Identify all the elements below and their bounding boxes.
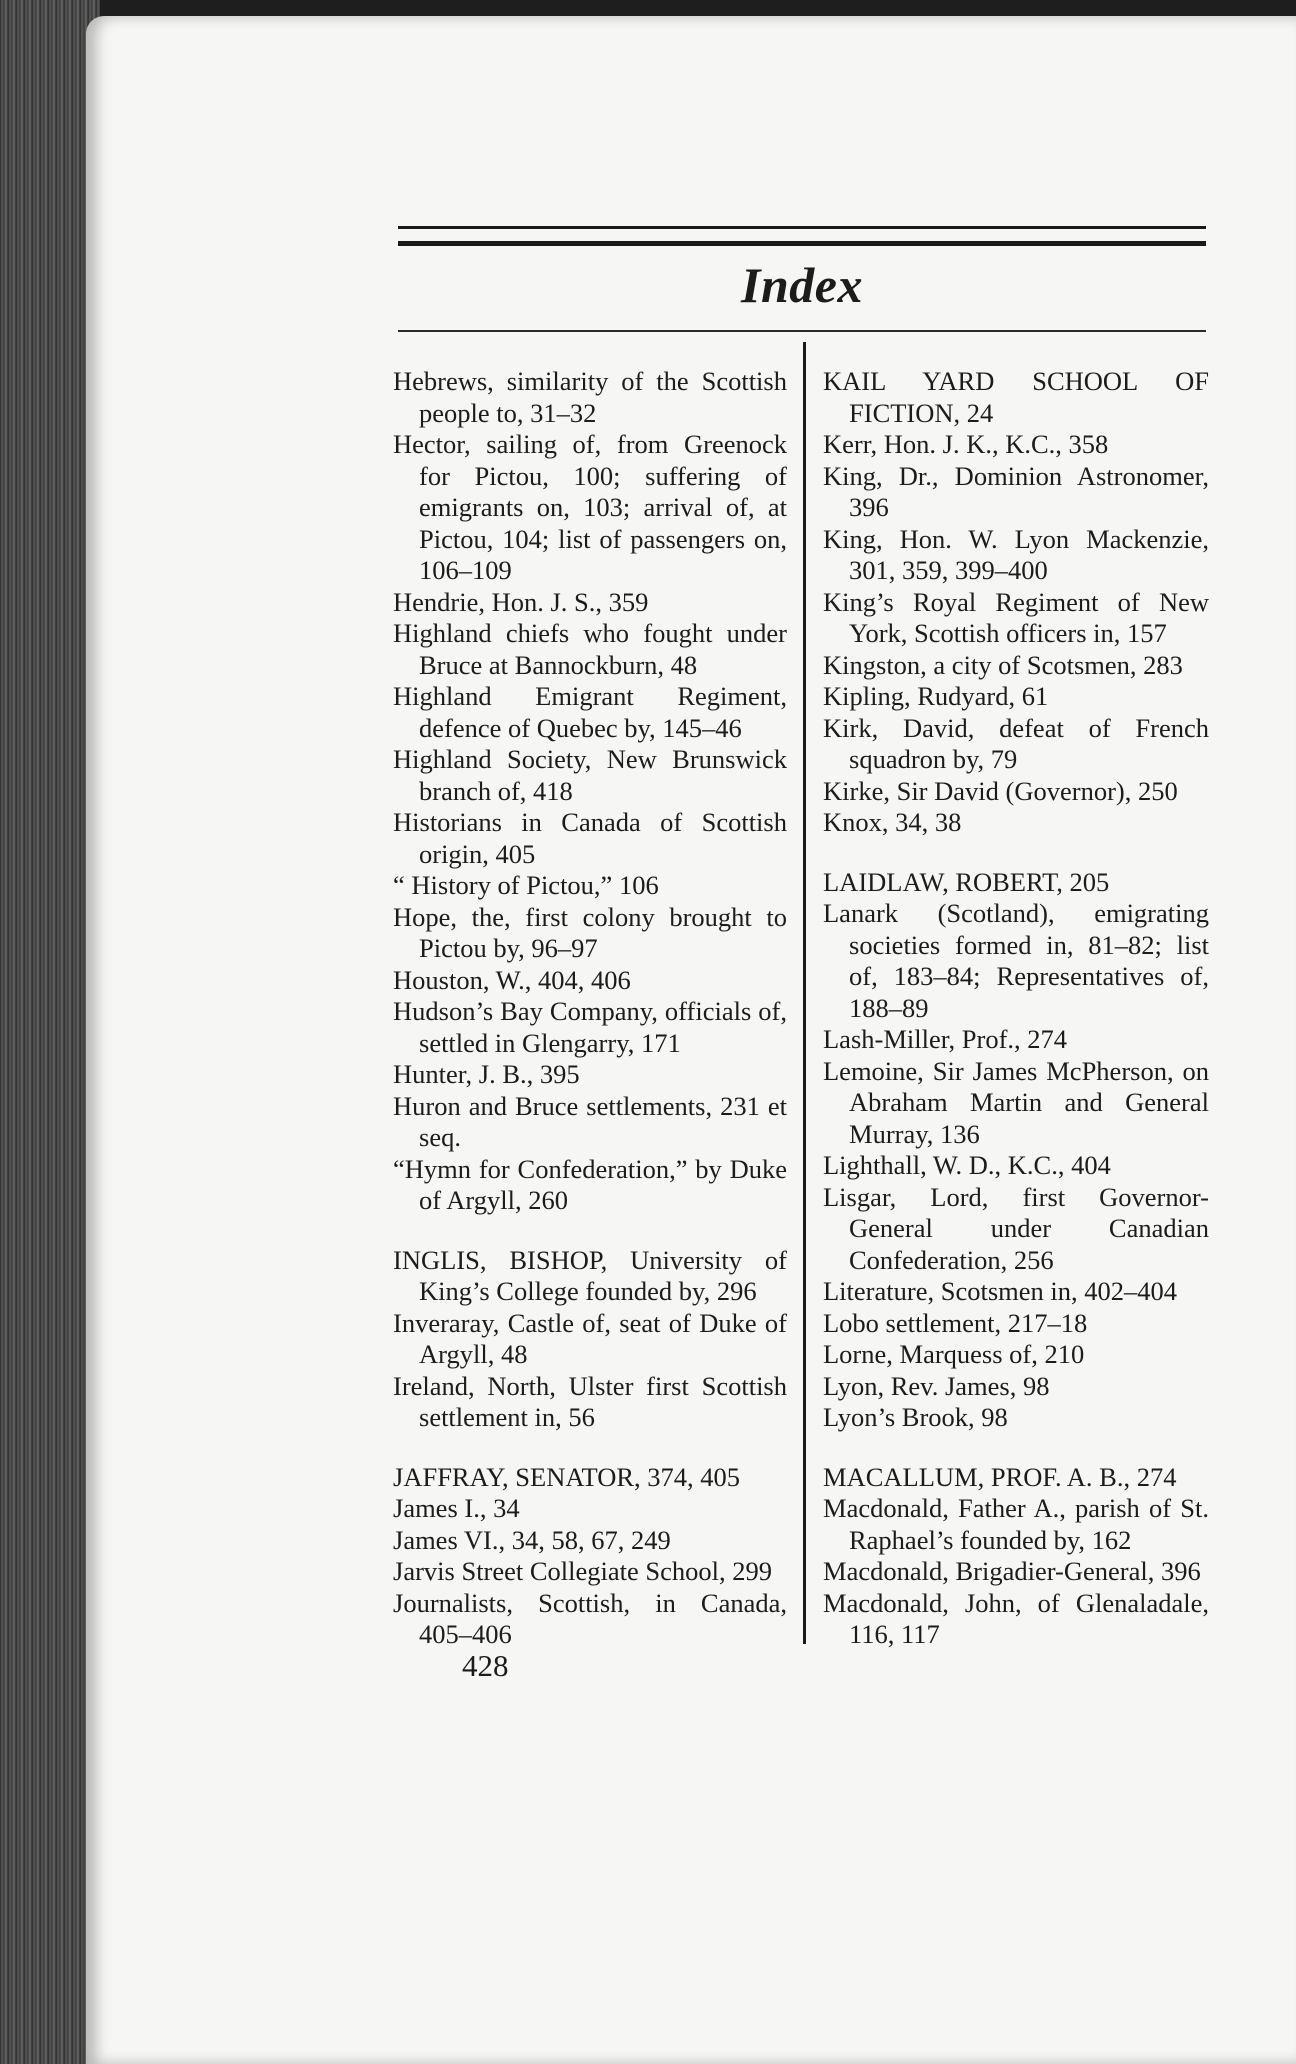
index-entry: Journalists, Scottish, in Canada, 405–406	[393, 1587, 787, 1649]
index-entry: Macdonald, John, of Glenaladale, 116, 117	[823, 1587, 1209, 1649]
index-entry: Inveraray, Castle of, seat of Duke of Argyll, 48	[393, 1307, 787, 1369]
index-entry: Lemoine, Sir James McPherson, on Abraham Martin and General Murray, 136	[823, 1055, 1209, 1149]
index-entry: INGLIS, BISHOP, University of King’s College founded by, 296	[393, 1244, 787, 1306]
index-entry: KAIL YARD SCHOOL OF FICTION, 24	[823, 366, 1209, 428]
index-entry: LAIDLAW, ROBERT, 205	[823, 866, 1110, 897]
index-entry: Macdonald, Father A., parish of St. Raphael’s founded by, 162	[823, 1493, 1209, 1555]
index-entry: JAFFRAY, SENATOR, 374, 405	[393, 1461, 741, 1492]
index-entry: James I., 34	[393, 1493, 520, 1523]
index-entry: Kipling, Rudyard, 61	[823, 681, 1049, 711]
index-entry: Hunter, J. B., 395	[393, 1059, 580, 1089]
index-entry: Knox, 34, 38	[823, 807, 962, 837]
index-entry: James VI., 34, 58, 67, 249	[393, 1524, 671, 1555]
index-entry: Literature, Scotsmen in, 402–404	[823, 1276, 1177, 1306]
column-divider	[803, 342, 806, 1644]
index-entry: Lobo settlement, 217–18	[823, 1307, 1088, 1338]
index-entry: Lighthall, W. D., K.C., 404	[823, 1150, 1111, 1180]
page-title: Index	[741, 257, 863, 313]
index-entry: Hendrie, Hon. J. S., 359	[393, 586, 649, 617]
index-entry: Highland Society, New Brunswick branch of, 418	[393, 744, 787, 806]
index-entry: Huron and Bruce settlements, 231 et seq.	[393, 1090, 787, 1152]
index-column-right	[823, 366, 1209, 1651]
index-entry: Lash-Miller, Prof., 274	[823, 1024, 1068, 1054]
index-entry: Houston, W., 404, 406	[393, 964, 631, 995]
header-rule	[398, 330, 1206, 332]
section-gap	[393, 1217, 787, 1245]
index-entry: Kerr, Hon. J. K., K.C., 358	[823, 429, 1109, 459]
header-double-rule	[398, 226, 1206, 246]
book-binding	[0, 0, 100, 2064]
index-entry: Ireland, North, Ulster first Scottish settlement in, 56	[393, 1370, 787, 1432]
index-entry: King, Dr., Dominion Astronomer, 396	[823, 460, 1209, 522]
index-entry: Lisgar, Lord, first Governor-General under Canadian Confederation, 256	[823, 1181, 1209, 1275]
index-entry: Kirke, Sir David (Governor), 250	[823, 775, 1178, 806]
index-entry: “ History of Pictou,” 106	[393, 870, 659, 900]
index-entry: Lorne, Marquess of, 210	[823, 1339, 1085, 1369]
index-entry: Jarvis Street Collegiate School, 299	[393, 1556, 773, 1586]
section-gap	[823, 839, 1209, 867]
index-entry: Hope, the, first colony brought to Pictou by, 96–97	[393, 901, 787, 963]
index-entry: Kirk, David, defeat of French squadron by, 79	[823, 712, 1209, 774]
section-gap	[823, 1434, 1209, 1462]
index-entry: Hebrews, similarity of the Scottish people to, 31–32	[393, 366, 787, 428]
index-entry: Highland chiefs who fought under Bruce at Bannockburn, 48	[393, 618, 787, 680]
index-entry: “Hymn for Confederation,” by Duke of Argyll, 260	[393, 1153, 787, 1215]
index-entry: MACALLUM, PROF. A. B., 274	[823, 1461, 1177, 1492]
index-entry: King, Hon. W. Lyon Mackenzie, 301, 359, 399–400	[823, 523, 1209, 585]
index-entry: Highland Emigrant Regiment, defence of Quebec by, 145–46	[393, 681, 787, 743]
index-entry: Lanark (Scotland), emigrating societies formed in, 81–82; list of, 183–84; Representatives of, 188–89	[823, 898, 1209, 1023]
index-entry: Kingston, a city of Scotsmen, 283	[823, 649, 1183, 680]
index-entry: Lyon, Rev. James, 98	[823, 1370, 1050, 1401]
index-entry: Hector, sailing of, from Greenock for Pictou, 100; suffering of emigrants on, 103; arrival of, at Pictou, 104; list of passengers on, 106–109	[393, 429, 787, 585]
index-column-left	[393, 366, 787, 1651]
index-entry: Lyon’s Brook, 98	[823, 1402, 1008, 1432]
index-entry: Historians in Canada of Scottish origin, 405	[393, 807, 787, 869]
index-entry: Macdonald, Brigadier-General, 396	[823, 1556, 1201, 1586]
page-number: 428	[462, 1648, 509, 1683]
section-gap	[393, 1434, 787, 1462]
index-entry: King’s Royal Regiment of New York, Scottish officers in, 157	[823, 586, 1209, 648]
index-entry: Hudson’s Bay Company, officials of, settled in Glengarry, 171	[393, 996, 787, 1058]
